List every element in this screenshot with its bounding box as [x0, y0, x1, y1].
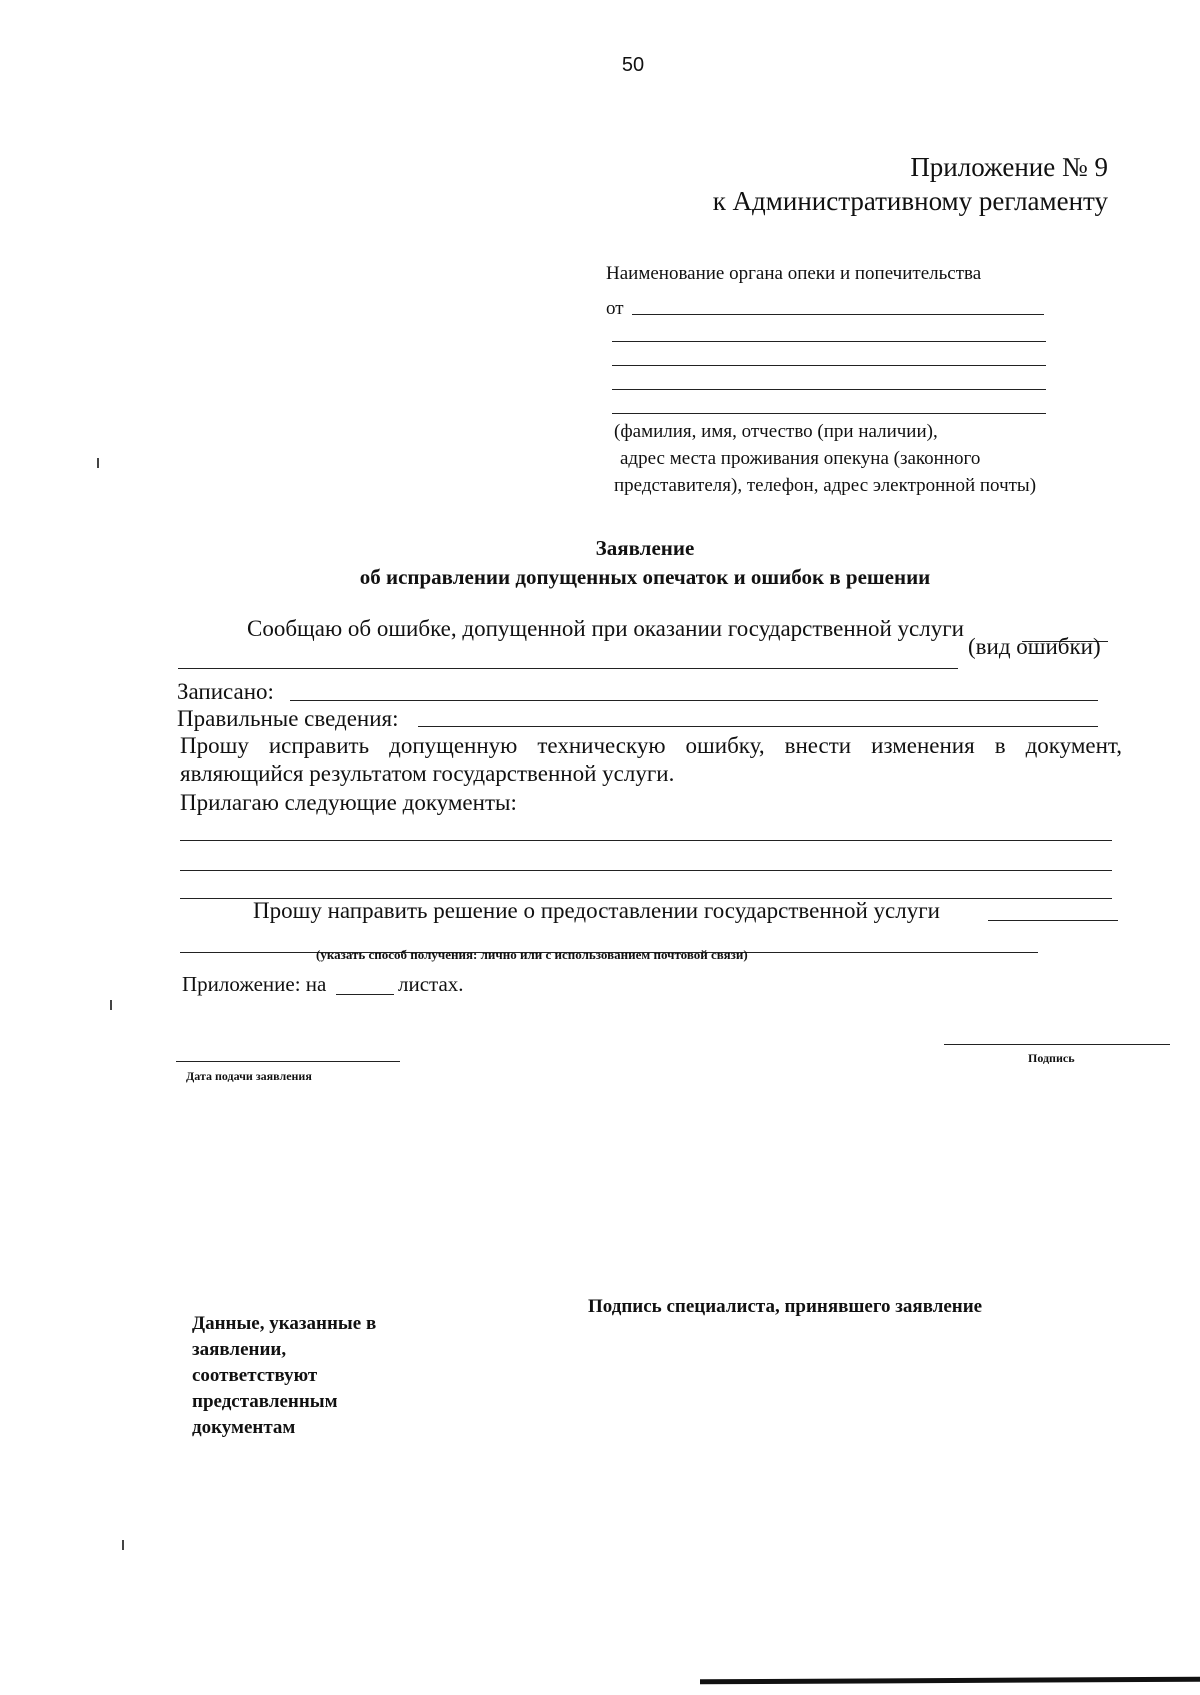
appendix-number: Приложение № 9: [910, 152, 1108, 182]
from-label: от: [606, 298, 624, 319]
document-subtitle: об исправлении допущенных опечаток и ошибок в решении: [359, 565, 931, 589]
caption-line-3: представителя), телефон, адрес электронной почты): [614, 475, 1037, 496]
report-error-text: Сообщаю об ошибке, допущенной при оказании государственной услуги: [247, 616, 964, 641]
request-fix-line-2: являющийся результатом государственной услуги.: [180, 761, 675, 786]
specialist-signature-label: Подпись специалиста, принявшего заявление: [588, 1296, 983, 1317]
from-line: [632, 314, 1044, 315]
data-match-line-4: представленным: [192, 1391, 338, 1412]
caption-line-1: (фамилия, имя, отчество (при наличии),: [614, 421, 938, 442]
date-caption: Дата подачи заявления: [186, 1069, 312, 1083]
appendix-pages-blank: [336, 994, 394, 995]
data-match-line-1: Данные, указанные в: [192, 1313, 377, 1334]
appendix-pages-prefix: Приложение: на: [182, 972, 327, 996]
scan-speck: [122, 1540, 124, 1550]
date-line: [176, 1061, 400, 1062]
scan-edge-bar: [700, 1677, 1200, 1685]
send-decision-line: [988, 920, 1118, 921]
signature-caption: Подпись: [1028, 1051, 1075, 1065]
send-decision-text: Прошу направить решение о предоставлении государственной услуги: [253, 898, 940, 923]
scan-speck: [110, 1000, 112, 1010]
error-type-caption: (вид ошибки): [968, 634, 1101, 659]
error-type-line: [178, 668, 958, 669]
recorded-label: Записано:: [177, 679, 274, 704]
receive-method-caption: (указать способ получения: лично или с использованием почтовой связи): [316, 947, 748, 962]
appendix-pages-suffix: листах.: [398, 972, 464, 996]
recipient-line-5: [612, 413, 1046, 414]
recipient-authority: Наименование органа опеки и попечительства: [606, 263, 982, 284]
request-fix-line-1: Прошу исправить допущенную техническую ошибку, внести изменения в документ,: [180, 733, 1122, 758]
document-title: Заявление: [595, 536, 695, 560]
appendix-header: [713, 150, 1108, 218]
recorded-line: [290, 700, 1098, 701]
scan-speck: [97, 458, 99, 468]
recipient-line-3: [612, 365, 1046, 366]
correct-info-line: [418, 726, 1098, 727]
page-number: 50: [621, 54, 645, 76]
data-match-line-2: заявлении,: [192, 1339, 287, 1360]
recipient-line-4: [612, 389, 1046, 390]
attach-line-1: [180, 840, 1112, 841]
recipient-caption: [614, 418, 1036, 499]
correct-info-label: Правильные сведения:: [177, 706, 399, 731]
appendix-regulation: к Административному регламенту: [712, 186, 1108, 216]
recipient-line-2: [612, 341, 1046, 342]
attach-documents-label: Прилагаю следующие документы:: [180, 790, 517, 815]
data-match-note: [192, 1311, 376, 1441]
data-match-line-3: соответствуют: [192, 1365, 318, 1386]
attach-line-2: [180, 870, 1112, 871]
signature-line: [944, 1044, 1170, 1045]
data-match-line-5: документам: [192, 1417, 296, 1438]
caption-line-2: адрес места проживания опекуна (законного: [620, 448, 981, 469]
